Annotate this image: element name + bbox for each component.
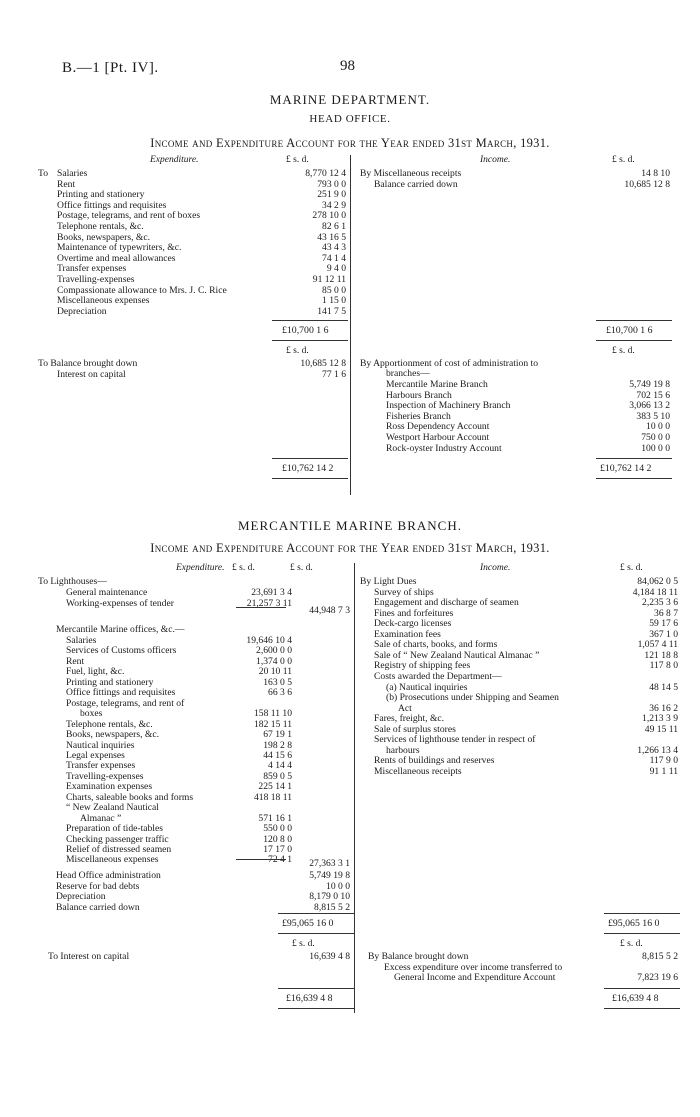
mm-inc-item-label: (b) Prosecutions under Shipping and Seamen bbox=[386, 692, 559, 704]
mm-exp-total-rule bbox=[278, 913, 354, 914]
mm-off-item-label: boxes bbox=[80, 708, 103, 720]
ho-inc2-heading-cont: branches— bbox=[386, 368, 430, 379]
ho-exp-item-amount: 8,770 12 4 bbox=[305, 168, 346, 179]
department-subtitle: HEAD OFFICE. bbox=[309, 113, 391, 125]
mm-inc2-lsd: £ s. d. bbox=[620, 939, 643, 949]
mm-inc-item-amount: 91 1 11 bbox=[649, 765, 678, 777]
mm-inc2-item-label: By Balance brought down bbox=[368, 951, 469, 962]
mm-off-item-label: Telephone rentals, &c. bbox=[66, 718, 153, 730]
ho-inc2-item-label: Fisheries Branch bbox=[386, 410, 451, 422]
mm-inc-item-amount: 4,184 18 11 bbox=[632, 586, 678, 598]
mm-off-item-amount: 120 8 0 bbox=[263, 833, 292, 845]
mm-inc-item-label: Engagement and discharge of seamen bbox=[374, 597, 519, 609]
mm-inc-item-label: Registry of shipping fees bbox=[374, 660, 471, 672]
mm-inc-item-amount: 367 1 0 bbox=[649, 628, 678, 640]
ho-inc2-item-amount: 10 0 0 bbox=[646, 421, 670, 433]
mm-other-exp-amount: 10 0 0 bbox=[326, 880, 350, 892]
ho-income-heading: Income. bbox=[480, 155, 511, 165]
mm-other-exp-label: Reserve for bad debts bbox=[56, 880, 140, 892]
mm-exp-total-underline bbox=[278, 933, 354, 934]
mm-off-item-label: Almanac ” bbox=[80, 812, 122, 824]
mm-inc-total-underline bbox=[604, 933, 680, 934]
ho-inc-item-amount: 14 8 10 bbox=[641, 168, 670, 179]
ho-exp-item-label: Printing and stationery bbox=[57, 189, 145, 201]
ho-exp-item-label: Overtime and meal allowances bbox=[57, 252, 176, 264]
mm-inc-item-amount: 121 18 8 bbox=[644, 649, 678, 661]
ho-exp-item-label: Maintenance of typewriters, &c. bbox=[57, 242, 182, 254]
ho-exp-item-label: Travelling-expenses bbox=[57, 274, 135, 285]
mm-off-item-label: “ New Zealand Nautical bbox=[66, 802, 159, 814]
mm-off-item-amount: 198 2 8 bbox=[263, 739, 292, 751]
ho-inc-total-underline bbox=[596, 340, 672, 341]
ho-inc2-item-label: Ross Dependency Account bbox=[386, 421, 490, 433]
mm-inc-item-label: Services of lighthouse tender in respect of bbox=[374, 734, 536, 746]
mm-off-item-label: Examination expenses bbox=[66, 781, 153, 793]
mm-inc-item-amount: 59 17 6 bbox=[649, 618, 678, 630]
mm-off-total: 27,363 3 1 bbox=[309, 858, 350, 869]
mm-exp2-total-rule bbox=[278, 988, 354, 989]
ho-inc-total: £10,700 1 6 bbox=[606, 325, 653, 336]
mm-off-item-amount: 67 19 1 bbox=[263, 729, 292, 741]
ho-exp-item-amount: 141 7 5 bbox=[317, 305, 346, 317]
ho-column-divider bbox=[350, 155, 351, 495]
mm-column-divider bbox=[354, 563, 355, 1013]
mm-off-item-label: Printing and stationery bbox=[66, 676, 154, 688]
mm-inc-item-amount: 48 14 5 bbox=[649, 681, 678, 693]
ho-inc-item-amount: 10,685 12 8 bbox=[624, 178, 670, 190]
mm-other-exp-label: Head Office administration bbox=[56, 870, 161, 881]
ho-inc2-total: £10,762 14 2 bbox=[600, 463, 652, 474]
mm-off-item-label: Services of Customs officers bbox=[66, 645, 177, 657]
ho-inc-total-rule bbox=[596, 320, 672, 321]
mm-exp-total: £95,065 16 0 bbox=[282, 918, 334, 929]
mm-off-item-label: Rent bbox=[66, 655, 85, 667]
mm-inc2-item-label: General Income and Expenditure Account bbox=[394, 972, 556, 984]
mm-off-item-label: Checking passenger traffic bbox=[66, 833, 169, 845]
mm-inc-total-rule bbox=[604, 913, 680, 914]
mm-off-item-amount: 66 3 6 bbox=[268, 687, 292, 699]
mm-inc-item-label: Rents of buildings and reserves bbox=[374, 755, 495, 767]
ho-exp-item-amount: 793 0 0 bbox=[317, 178, 346, 190]
mm-exp2-total: £16,639 4 8 bbox=[286, 993, 333, 1004]
mm-off-item-label: Charts, saleable books and forms bbox=[66, 791, 194, 803]
mm-expenditure-heading: Expenditure. bbox=[176, 563, 225, 573]
mm-inc-item-label: Sale of surplus stores bbox=[374, 723, 456, 735]
mm-inc-item-label: Costs awarded the Department— bbox=[374, 670, 502, 682]
mm-inc-item-amount: 117 8 0 bbox=[649, 660, 678, 672]
mm-off-item-amount: 571 16 1 bbox=[258, 812, 292, 824]
mm-interest-amount: 16,639 4 8 bbox=[309, 951, 350, 962]
page-number: 98 bbox=[340, 58, 355, 74]
mm-off-item-label: Miscellaneous expenses bbox=[66, 854, 159, 866]
mm-off-item-label: Transfer expenses bbox=[66, 760, 136, 772]
mm-inc-item-label: Miscellaneous receipts bbox=[374, 765, 462, 777]
mm-inc-item-label: Deck-cargo licenses bbox=[374, 618, 452, 630]
ho-exp2-total-underline bbox=[272, 478, 348, 479]
mm-lh-item-amount: 21,257 3 11 bbox=[246, 597, 292, 609]
ho-exp-item-label: Office fittings and requisites bbox=[57, 199, 167, 211]
mm-inc-item-amount: 1,057 4 11 bbox=[637, 639, 678, 651]
mm-exp2-lsd: £ s. d. bbox=[292, 939, 315, 949]
ho-exp-item-amount: 34 2 9 bbox=[322, 199, 346, 211]
mm-inc-item-label: harbours bbox=[386, 744, 420, 756]
mm-inc-item-label: Fares, freight, &c. bbox=[374, 713, 445, 725]
ho-exp-to: To bbox=[38, 168, 48, 179]
mm-inc-item-amount: 1,213 3 9 bbox=[642, 713, 678, 725]
ho-exp-item-amount: 278 10 0 bbox=[312, 210, 346, 222]
mm-lsd-b: £ s. d. bbox=[290, 563, 313, 573]
mm-off-item-label: Office fittings and requisites bbox=[66, 687, 176, 699]
mm-off-item-amount: 859 0 5 bbox=[263, 770, 292, 782]
mm-inc2-total-underline bbox=[604, 1008, 680, 1009]
ho-inc2-total-rule bbox=[596, 458, 672, 459]
ho-exp-item-label: Depreciation bbox=[57, 305, 107, 317]
mm-off-item-label: Relief of distressed seamen bbox=[66, 844, 172, 855]
page-reference: B.—1 [Pt. IV]. bbox=[62, 60, 159, 76]
mm-other-exp-amount: 5,749 19 8 bbox=[309, 870, 350, 881]
mm-off-item-amount: 158 11 10 bbox=[253, 708, 292, 720]
mm-off-item-amount: 4 14 4 bbox=[268, 760, 292, 772]
mm-other-exp-amount: 8,179 0 10 bbox=[309, 891, 350, 903]
mm-lh-total: 44,948 7 3 bbox=[309, 605, 350, 616]
ho-inc2-item-label: Westport Harbour Account bbox=[386, 432, 490, 443]
mm-inc-item-label: Sale of charts, books, and forms bbox=[374, 639, 498, 651]
mm-off-item-amount: 1,374 0 0 bbox=[256, 655, 292, 667]
mm-off-item-label: Postage, telegrams, and rent of bbox=[66, 697, 185, 709]
mm-inc-item-amount: 2,235 3 6 bbox=[642, 597, 678, 609]
mm-off-item-label: Books, newspapers, &c. bbox=[66, 729, 159, 741]
ho-exp-item-label: Transfer expenses bbox=[57, 263, 127, 275]
ho-expenditure-heading: Expenditure. bbox=[150, 155, 199, 165]
ho-exp-total-rule bbox=[272, 320, 348, 321]
ho-exp2-lsd: £ s. d. bbox=[286, 346, 309, 356]
mm-inc-item-label: Sale of “ New Zealand Nautical Almanac ” bbox=[374, 649, 540, 661]
mm-off-item-amount: 163 0 5 bbox=[263, 676, 292, 688]
mm-inc-item-amount: 1,266 13 4 bbox=[637, 744, 678, 756]
ho-exp-item-amount: 9 4 0 bbox=[326, 263, 346, 275]
mm-off-item-label: Preparation of tide-tables bbox=[66, 823, 163, 835]
mm-inc-item-amount: 36 8 7 bbox=[654, 607, 678, 619]
mm-offices-heading: Mercantile Marine offices, &c.— bbox=[56, 624, 185, 635]
ho-exp-item-label: Rent bbox=[57, 178, 76, 190]
mm-inc-item-label: Fines and forfeitures bbox=[374, 607, 454, 619]
mm-inc-item-amount: 36 16 2 bbox=[649, 702, 678, 714]
mm-inc2-item-amount: 7,823 19 6 bbox=[637, 972, 678, 984]
ho-exp-item-amount: 85 0 0 bbox=[322, 284, 346, 296]
mm-off-item-amount: 20 10 11 bbox=[258, 666, 292, 678]
ho-exp-item-label: Compassionate allowance to Mrs. J. C. Rice bbox=[57, 284, 227, 296]
ho-inc2-item-amount: 100 0 0 bbox=[641, 442, 670, 454]
mm-inc-total: £95,065 16 0 bbox=[608, 918, 660, 929]
ho-exp2-item-label: Interest on capital bbox=[57, 369, 126, 380]
mm-inc-item-label: Act bbox=[398, 702, 412, 714]
ho-exp2-total: £10,762 14 2 bbox=[282, 463, 334, 474]
mm-off-item-label: Travelling-expenses bbox=[66, 770, 144, 782]
ho-exp2-item-amount: 10,685 12 8 bbox=[300, 358, 346, 369]
mm-other-exp-amount: 8,815 5 2 bbox=[314, 901, 350, 913]
mm-lsd-a: £ s. d. bbox=[232, 563, 255, 573]
ho-exp-item-label: Postage, telegrams, and rent of boxes bbox=[57, 210, 201, 222]
mm-inc2-total-rule bbox=[604, 988, 680, 989]
mm-inc-item-label: Survey of ships bbox=[374, 586, 434, 598]
mm-off-item-label: Nautical inquiries bbox=[66, 739, 135, 751]
ho-exp-total-underline bbox=[272, 340, 348, 341]
ho-exp-item-label: Books, newspapers, &c. bbox=[57, 231, 150, 243]
mm-inc-item-amount: 117 9 0 bbox=[649, 755, 678, 767]
ho-inc2-total-underline bbox=[596, 478, 672, 479]
ho-inc2-heading: By Apportionment of cost of administration to bbox=[360, 358, 538, 369]
ho-exp-item-label: Telephone rentals, &c. bbox=[57, 221, 144, 232]
mm-inc-item-label: By Light Dues bbox=[360, 576, 417, 587]
ho-exp-total: £10,700 1 6 bbox=[282, 325, 329, 336]
mm-income-heading: Income. bbox=[480, 563, 511, 573]
mm-interest-label: To Interest on capital bbox=[48, 951, 130, 962]
head-office-caption: Income and Expenditure Account for the Year ended 31st March, 1931. bbox=[150, 136, 550, 150]
ho-exp-item-amount: 251 9 0 bbox=[317, 189, 346, 201]
mercantile-marine-caption: Income and Expenditure Account for the Year ended 31st March, 1931. bbox=[150, 541, 550, 555]
department-title: MARINE DEPARTMENT. bbox=[269, 92, 431, 107]
mm-lsd-c: £ s. d. bbox=[620, 563, 643, 573]
mm-other-exp-label: Depreciation bbox=[56, 891, 106, 903]
mm-off-item-amount: 44 15 6 bbox=[263, 749, 292, 761]
ho-exp2-total-rule bbox=[272, 458, 348, 459]
ho-inc2-lsd: £ s. d. bbox=[612, 346, 635, 356]
mm-off-item-label: Legal expenses bbox=[66, 749, 125, 761]
ho-exp-item-amount: 91 12 11 bbox=[312, 274, 346, 285]
mm-off-item-amount: 72 4 1 bbox=[268, 854, 292, 866]
ho-inc2-item-amount: 3,066 13 2 bbox=[629, 400, 670, 412]
mm-inc2-item-amount: 8,815 5 2 bbox=[642, 951, 678, 962]
mm-inc2-total: £16,639 4 8 bbox=[612, 993, 659, 1004]
mm-lh-item-amount: 23,691 3 4 bbox=[251, 587, 292, 598]
ho-exp-item-amount: 43 16 5 bbox=[317, 231, 346, 243]
ho-exp-item-amount: 82 6 1 bbox=[322, 221, 346, 232]
ho-inc2-item-label: Rock-oyster Industry Account bbox=[386, 442, 502, 454]
ho-inc2-item-label: Mercantile Marine Branch bbox=[386, 379, 488, 390]
ho-inc-item-label: By Miscellaneous receipts bbox=[360, 168, 462, 179]
mm-off-item-amount: 17 17 0 bbox=[263, 844, 292, 855]
ho-exp-lsd: £ s. d. bbox=[286, 155, 309, 165]
ho-exp-item-label: Salaries bbox=[57, 168, 88, 179]
ho-inc-item-label: Balance carried down bbox=[374, 178, 458, 190]
mm-off-item-label: Salaries bbox=[66, 635, 97, 646]
mm-off-item-amount: 19,646 10 4 bbox=[246, 635, 292, 646]
mm-lh-item-label: General maintenance bbox=[66, 587, 148, 598]
mm-exp2-total-underline bbox=[278, 1008, 354, 1009]
ho-inc2-item-label: Inspection of Machinery Branch bbox=[386, 400, 511, 412]
mm-inc-item-label: (a) Nautical inquiries bbox=[386, 681, 468, 693]
mm-lh-item-label: Working-expenses of tender bbox=[66, 597, 174, 609]
mm-lighthouses-heading: To Lighthouses— bbox=[38, 576, 107, 587]
ho-inc2-item-amount: 702 15 6 bbox=[636, 389, 670, 401]
ho-exp-item-amount: 43 4 3 bbox=[322, 242, 346, 254]
mm-inc-item-label: Examination fees bbox=[374, 628, 441, 640]
ho-exp-item-amount: 1 15 0 bbox=[322, 295, 346, 307]
mm-off-item-amount: 2,600 0 0 bbox=[256, 645, 292, 657]
mercantile-marine-title: MERCANTILE MARINE BRANCH. bbox=[238, 518, 462, 533]
ho-exp2-item-amount: 77 1 6 bbox=[322, 369, 346, 380]
ho-exp2-item-label: To Balance brought down bbox=[38, 358, 138, 369]
ho-inc2-item-amount: 5,749 19 8 bbox=[629, 379, 670, 390]
mm-off-item-amount: 225 14 1 bbox=[258, 781, 292, 793]
mm-off-item-amount: 182 15 11 bbox=[253, 718, 292, 730]
ho-exp-item-amount: 74 1 4 bbox=[322, 252, 346, 264]
mm-off-item-label: Fuel, light, &c. bbox=[66, 666, 125, 678]
ho-inc-lsd: £ s. d. bbox=[612, 155, 635, 165]
ho-inc2-item-amount: 383 5 10 bbox=[636, 410, 670, 422]
mm-inc2-item-label: Excess expenditure over income transferred to bbox=[384, 961, 563, 973]
mm-inc-item-amount: 84,062 0 5 bbox=[637, 576, 678, 587]
ho-exp-item-label: Miscellaneous expenses bbox=[57, 295, 150, 307]
mm-off-item-amount: 418 18 11 bbox=[253, 791, 292, 803]
mm-off-item-amount: 550 0 0 bbox=[263, 823, 292, 835]
mm-inc-item-amount: 49 15 11 bbox=[644, 723, 678, 735]
ho-inc2-item-amount: 750 0 0 bbox=[641, 432, 670, 443]
mm-other-exp-label: Balance carried down bbox=[56, 901, 140, 913]
ho-inc2-item-label: Harbours Branch bbox=[386, 389, 452, 401]
